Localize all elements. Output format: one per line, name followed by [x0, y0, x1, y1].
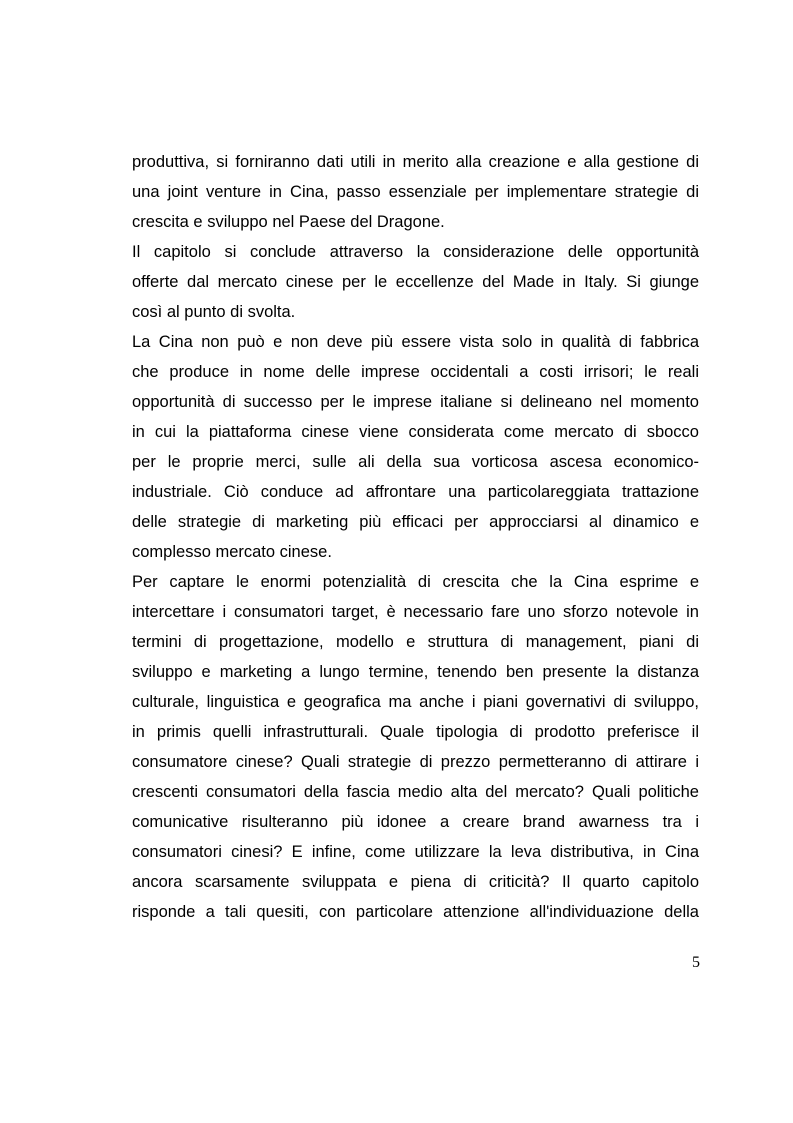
text-line: in primis quelli infrastrutturali. Quale tipologia di prodotto preferisce il	[132, 723, 699, 741]
text-line: opportunità di successo per le imprese italiane si delineano nel momento	[132, 393, 699, 411]
text-line: culturale, linguistica e geografica ma anche i piani governativi di sviluppo,	[132, 693, 699, 711]
text-line: ancora scarsamente sviluppata e piena di criticità? Il quarto capitolo	[132, 873, 699, 891]
text-line: Il capitolo si conclude attraverso la considerazione delle opportunità	[132, 243, 699, 261]
paragraph-2	[132, 237, 699, 327]
paragraph-3	[132, 327, 699, 567]
text-line: per le proprie merci, sulle ali della sua vorticosa ascesa economico-	[132, 453, 699, 471]
text-line: complesso mercato cinese.	[132, 543, 332, 561]
text-line: in cui la piattaforma cinese viene considerata come mercato di sbocco	[132, 423, 699, 441]
paragraph-4	[132, 567, 699, 927]
text-line: una joint venture in Cina, passo essenziale per implementare strategie di	[132, 183, 699, 201]
text-line: intercettare i consumatori target, è necessario fare uno sforzo notevole in	[132, 603, 699, 621]
text-line: La Cina non può e non deve più essere vista solo in qualità di fabbrica	[132, 333, 699, 351]
text-line: sviluppo e marketing a lungo termine, tenendo ben presente la distanza	[132, 663, 699, 681]
text-line: che produce in nome delle imprese occidentali a costi irrisori; le reali	[132, 363, 699, 381]
text-line: delle strategie di marketing più efficaci per approcciarsi al dinamico e	[132, 513, 699, 531]
text-line: così al punto di svolta.	[132, 303, 296, 321]
text-line: consumatore cinese? Quali strategie di prezzo permetteranno di attirare i	[132, 753, 699, 771]
text-line: produttiva, si forniranno dati utili in merito alla creazione e alla gestione di	[132, 153, 699, 171]
paragraph-1	[132, 147, 699, 237]
text-line: consumatori cinesi? E infine, come utilizzare la leva distributiva, in Cina	[132, 843, 699, 861]
page-number: 5	[692, 954, 700, 971]
text-line: risponde a tali quesiti, con particolare attenzione all'individuazione della	[132, 903, 699, 921]
text-line: Per captare le enormi potenzialità di crescita che la Cina esprime e	[132, 573, 699, 591]
text-line: crescenti consumatori della fascia medio alta del mercato? Quali politiche	[132, 783, 699, 801]
text-line: industriale. Ciò conduce ad affrontare una particolareggiata trattazione	[132, 483, 699, 501]
text-line: offerte dal mercato cinese per le eccellenze del Made in Italy. Si giunge	[132, 273, 699, 291]
text-line: crescita e sviluppo nel Paese del Dragone.	[132, 213, 445, 231]
text-line: termini di progettazione, modello e struttura di management, piani di	[132, 633, 699, 651]
page-body	[132, 147, 699, 927]
text-line: comunicative risulteranno più idonee a creare brand awarness tra i	[132, 813, 699, 831]
